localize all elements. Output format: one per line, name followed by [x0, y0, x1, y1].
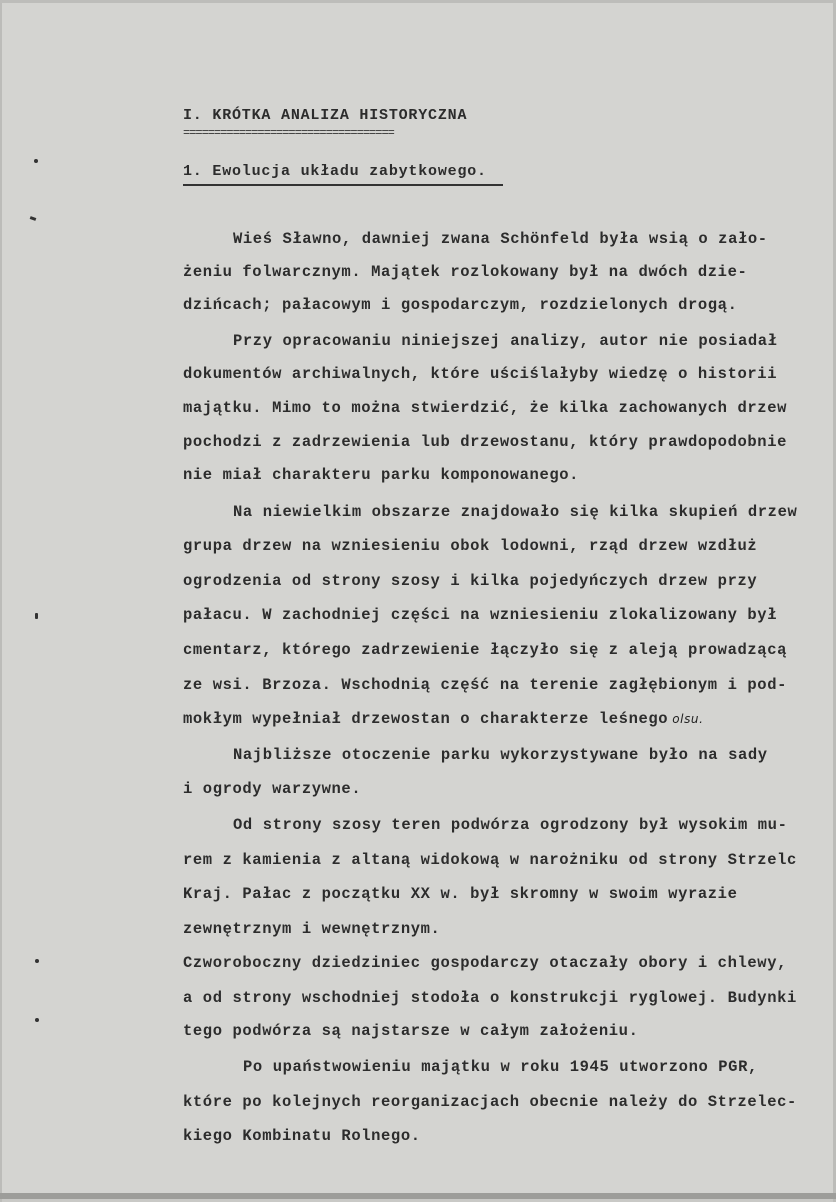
- text-line: tego podwórza są najstarsze w całym założeniu.: [183, 1022, 639, 1040]
- text-line-with-note: [183, 710, 704, 728]
- text-line: pochodzi z zadrzewienia lub drzewostanu, który prawdopodobnie: [183, 433, 787, 451]
- margin-dot: [34, 159, 38, 163]
- text-line: pałacu. W zachodniej części na wzniesieniu zlokalizowany był: [183, 606, 778, 624]
- subsection-title: 1. Ewolucja układu zabytkowego.: [183, 163, 487, 180]
- text-line: dzińcach; pałacowym i gospodarczym, rozdzielonych drogą.: [183, 296, 738, 314]
- text-line: żeniu folwarcznym. Majątek rozlokowany był na dwóch dzie-: [183, 263, 748, 281]
- text-line: majątku. Mimo to można stwierdzić, że kilka zachowanych drzew: [183, 399, 787, 417]
- text-line: ogrodzenia od strony szosy i kilka pojedyńczych drzew przy: [183, 572, 758, 590]
- section-title: I. KRÓTKA ANALIZA HISTORYCZNA: [183, 107, 468, 124]
- text-line: które po kolejnych reorganizacjach obecnie należy do Strzelec-: [183, 1093, 797, 1111]
- text-line: i ogrody warzywne.: [183, 780, 362, 798]
- text-line: Kraj. Pałac z początku XX w. był skromny w swoim wyrazie: [183, 885, 738, 903]
- text-line: grupa drzew na wzniesieniu obok lodowni, rząd drzew wzdłuż: [183, 537, 758, 555]
- text-line: dokumentów archiwalnych, które uściślałyby wiedzę o historii: [183, 365, 778, 383]
- text-line: Przy opracowaniu niniejszej analizy, autor nie posiadał: [233, 332, 778, 350]
- text-line: Po upaństwowieniu majątku w roku 1945 utworzono PGR,: [243, 1058, 758, 1076]
- subsection-underline: [183, 184, 503, 186]
- text-line: Czworoboczny dziedziniec gospodarczy otaczały obory i chlewy,: [183, 954, 787, 972]
- text-line: zewnętrznym i wewnętrznym.: [183, 920, 441, 938]
- text-line: kiego Kombinatu Rolnego.: [183, 1127, 421, 1145]
- text-line: ze wsi. Brzoza. Wschodnią część na terenie zagłębionym i pod-: [183, 676, 787, 694]
- text-line: Od strony szosy teren podwórza ogrodzony był wysokim mu-: [233, 816, 788, 834]
- text-line: cmentarz, którego zadrzewienie łączyło się z aleją prowadzącą: [183, 641, 787, 659]
- margin-dot: [35, 1018, 39, 1022]
- text-line: Wieś Sławno, dawniej zwana Schönfeld była wsią o zało-: [233, 230, 768, 248]
- handwritten-note: olsu.: [672, 712, 704, 726]
- margin-dot: [35, 959, 39, 963]
- title-double-rule: ==================================: [183, 126, 394, 140]
- text-line: Na niewielkim obszarze znajdowało się kilka skupień drzew: [233, 503, 798, 521]
- text-line: a od strony wschodniej stodoła o konstrukcji ryglowej. Budynki: [183, 989, 797, 1007]
- text-line: mokłym wypełniał drzewostan o charakterze leśnego: [183, 710, 669, 728]
- margin-tick: [30, 216, 37, 221]
- page-edge-left: [0, 3, 2, 1202]
- margin-dot: [35, 613, 38, 619]
- text-line: rem z kamienia z altaną widokową w narożniku od strony Strzelc: [183, 851, 797, 869]
- text-line: Najbliższe otoczenie parku wykorzystywane było na sady: [233, 746, 768, 764]
- page-edge-bottom: [0, 1193, 836, 1199]
- text-line: nie miał charakteru parku komponowanego.: [183, 466, 580, 484]
